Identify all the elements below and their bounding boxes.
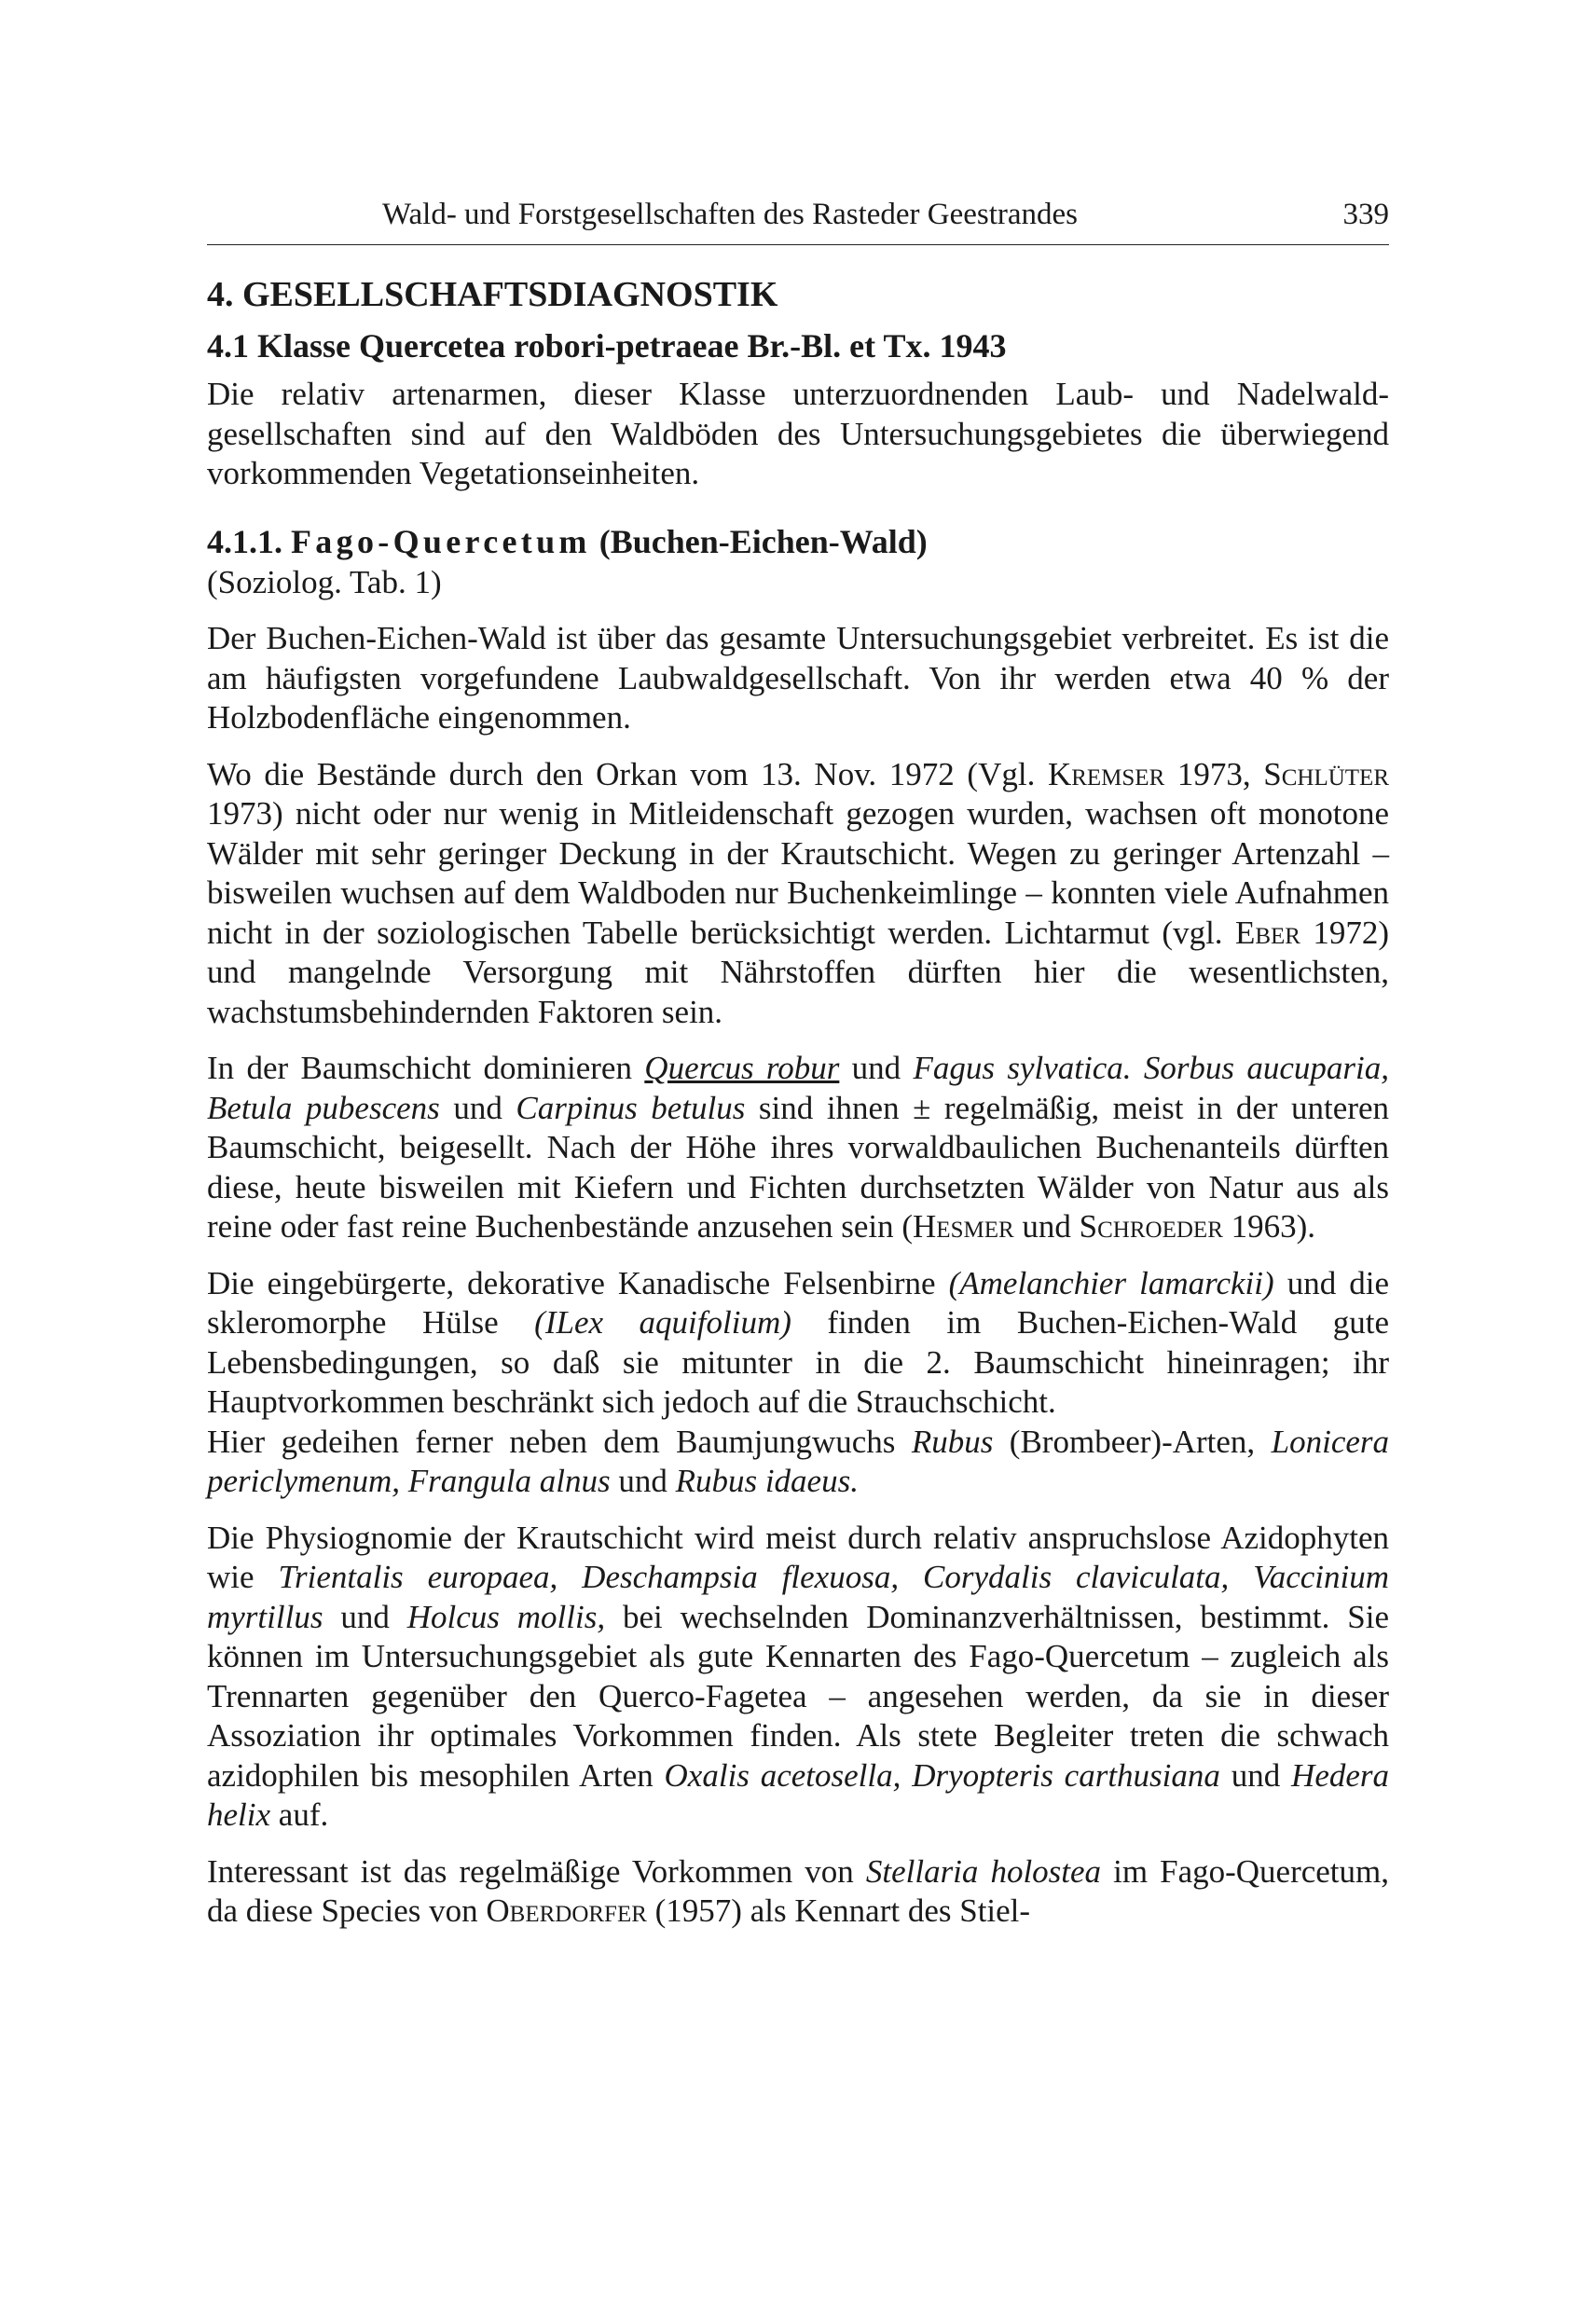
paragraph-4: Die eingebürgerte, dekorative Kanadische Felsenbirne (Amelanchier lamarckii) und die skleromorphe Hülse (ILex aquifolium) finden im Buchen-Eichen-Wald gute Lebensbedingungen, so daß sie mitunter in die 2. Baumschicht hineinragen; ihr Hauptvorkommen beschränkt sich jedoch auf die Strauchschicht. xyxy=(207,1264,1390,1420)
author-schroeder: Schroeder xyxy=(1079,1208,1223,1245)
author-eber: Eber xyxy=(1234,914,1300,951)
species-rubus: Rubus xyxy=(911,1423,994,1460)
species-amelanchier: (Amelanchier lamarckii) xyxy=(948,1264,1274,1301)
author-hesmer: Hesmer xyxy=(913,1208,1014,1245)
association-name: Fago-Quercetum xyxy=(291,522,591,560)
paragraph-3: In der Baumschicht dominieren Quercus robur und Fagus sylvatica. Sorbus aucuparia, Betula pubescens und Carpinus betulus sind ihnen ± regelmäßig, meist in der unteren Baumschicht, beigesellt. Nach der Höhe ihres vorwaldbaulichen Buchenanteils dürften diese, heute bisweilen mit Kiefern und Fichten durchsetzten Wälder von Natur aus als reine oder fast reine Buchenbestände anzusehen sein (Hesmer und Schroeder 1963). xyxy=(207,1050,1390,1245)
section-heading: 4. GESELLSCHAFTSDIAGNOSTIK xyxy=(207,275,778,314)
subsection-heading-4-1: 4.1 Klasse Quercetea robori-petraeae Br.-Bl. et Tx. 1943 xyxy=(207,327,1007,365)
paragraph-2: Wo die Bestände durch den Orkan vom 13. Nov. 1972 (Vgl. Kremser 1973, Schlüter 1973) nicht oder nur wenig in Mitleidenschaft gezogen wurden, wachsen oft monotone Wälder mit sehr geringer Deckung in der Krautschicht. Wegen zu geringer Artenzahl – bisweilen wuchsen auf dem Waldboden nur Buchenkeimlinge – konnten viele Aufnahmen nicht in der soziologischen Tabelle berücksichtigt werden. Lichtarmut (vgl. Eber 1972) und mangelnde Versorgung mit Nährstoffen dürften hier die wesentlichsten, wachstumsbehindernden Faktoren sein. xyxy=(207,755,1390,1030)
author-schlueter: Schlüter xyxy=(1263,755,1390,792)
page-number: 339 xyxy=(1342,198,1389,231)
species-rubus-idaeus: Rubus idaeus. xyxy=(675,1463,859,1499)
species-ilex: (ILex aquifolium) xyxy=(534,1304,791,1341)
subsection-number: 4.1.1. xyxy=(207,522,282,560)
subsection-heading-4-1-1 xyxy=(207,520,1389,563)
table-reference: (Soziolog. Tab. 1) xyxy=(207,563,442,600)
paragraph-intro: Die relativ artenarmen, dieser Klasse unterzuordnenden Laub- und Nadelwaldgesellschaften sind auf den Waldböden des Untersuchungsgebietes die überwiegend vorkommenden Vegetationseinheiten. xyxy=(207,376,1389,491)
association-common-name: (Buchen-Eichen-Wald) xyxy=(598,522,928,560)
species-holcus: Holcus mollis, xyxy=(406,1598,606,1635)
species-fagus-sorbus-betula: Fagus sylvatica. Sorbus aucuparia, Betula pubescens xyxy=(207,1050,1390,1126)
running-header xyxy=(207,191,1389,238)
running-title: Wald- und Forstgesellschaften des Rasteder Geestrandes xyxy=(382,198,1079,231)
body-text xyxy=(207,272,1389,1932)
header-rule xyxy=(207,244,1389,245)
species-carpinus: Carpinus betulus xyxy=(516,1089,746,1126)
author-kremser: Kremser xyxy=(1047,755,1165,792)
paragraph-1: Der Buchen-Eichen-Wald ist über das gesamte Untersuchungsgebiet verbreitet. Es ist die am häufigsten vorgefundene Laubwaldgesellschaft. Von ihr werden etwa 40 % der Holzbodenfläche eingenommen. xyxy=(207,620,1389,736)
species-lonicera-frangula: Lonicera periclymenum, Frangula alnus xyxy=(207,1423,1390,1499)
species-hedera: Hedera helix xyxy=(207,1756,1390,1833)
species-azidophyten: Trientalis europaea, Deschampsia flexuosa, Corydalis claviculata, Vaccinium myrtillus xyxy=(207,1559,1389,1635)
species-stellaria: Stellaria holostea xyxy=(865,1852,1102,1890)
species-quercus-robur: Quercus robur xyxy=(644,1050,840,1086)
species-oxalis-dryopteris: Oxalis acetosella, Dryopteris carthusiana xyxy=(664,1756,1220,1794)
paragraph-5: Hier gedeihen ferner neben dem Baumjungwuchs Rubus (Brombeer)-Arten, Lonicera periclymenum, Frangula alnus und Rubus idaeus. xyxy=(207,1423,1390,1499)
paragraph-7: Interessant ist das regelmäßige Vorkommen von Stellaria holostea im Fago-Quercetum, da diese Species von Oberdorfer (1957) als Kennart des Stiel- xyxy=(207,1852,1389,1929)
paragraph-6: Die Physiognomie der Krautschicht wird meist durch relativ anspruchslose Azidophyten wie Trientalis europaea, Deschampsia flexuosa, Corydalis claviculata, Vaccinium myrtillus und Holcus mollis, bei wechselnden Dominanzverhältnissen, bestimmt. Sie können im Untersuchungsgebiet als gute Kennarten des Fago-Quercetum – zugleich als Trennarten gegenüber den Querco-Fagetea – angesehen werden, da sie in dieser Assoziation ihr optimales Vorkommen finden. Als stete Begleiter treten die schwach azidophilen bis mesophilen Arten Oxalis acetosella, Dryopteris carthusiana und Hedera helix auf. xyxy=(207,1519,1390,1833)
author-oberdorfer: Oberdorfer xyxy=(486,1892,647,1929)
